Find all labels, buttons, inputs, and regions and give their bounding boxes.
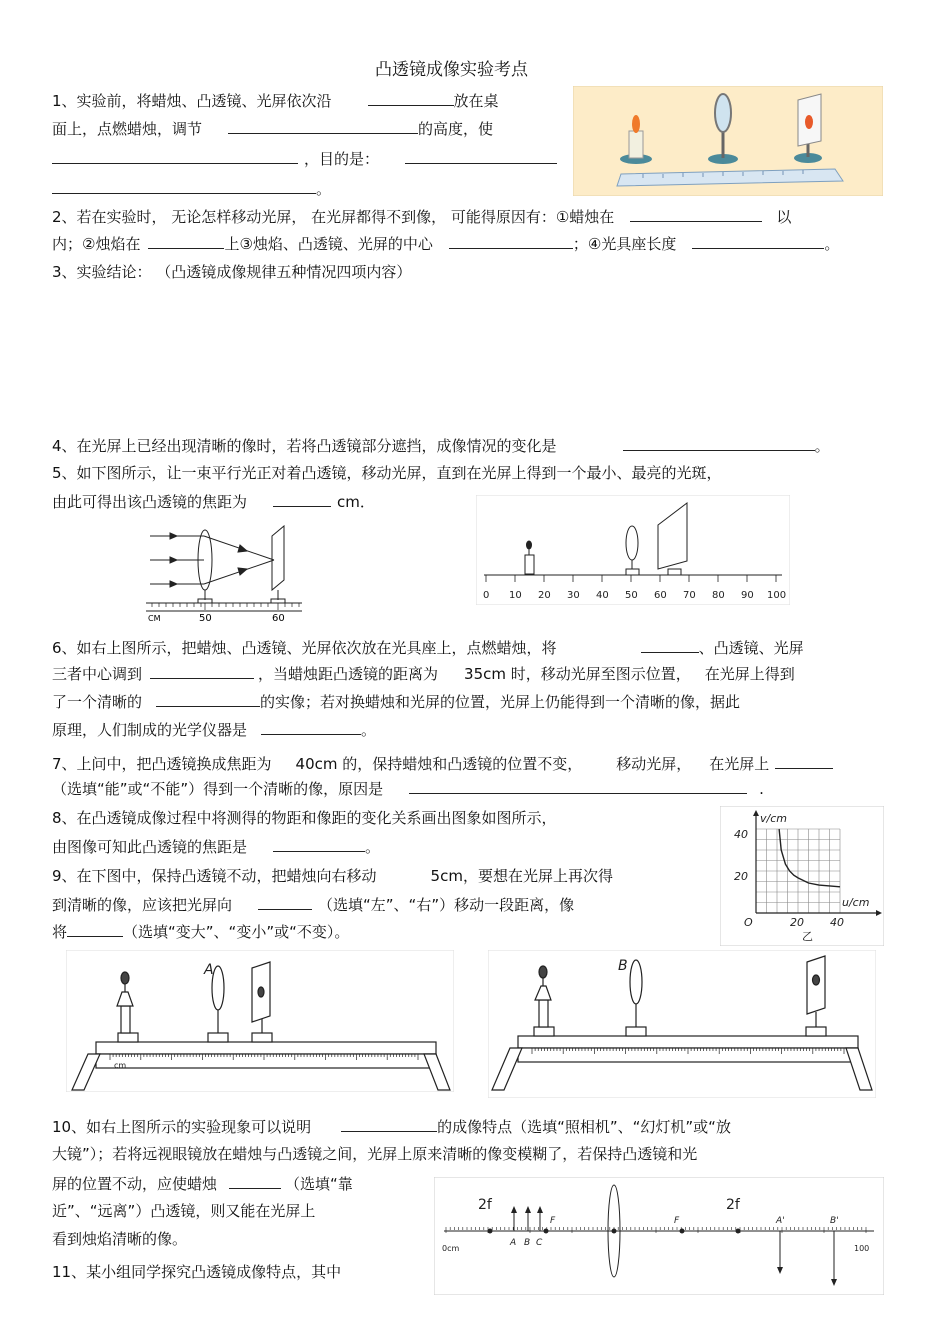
q6-line2: 三者中心调到 ，当蜡烛距凸透镜的距离为 35cm 时，移动光屏至图示位置， 在光屏上得到 — [52, 662, 795, 684]
q7-line2: （选填“能”或“不能”）得到一个清晰的像，原因是 . — [52, 777, 764, 799]
vu-x20: 20 — [790, 916, 804, 929]
q4-blank[interactable] — [623, 434, 815, 451]
q1-line3: ，目的是： — [52, 147, 557, 169]
q7-blank-can[interactable] — [775, 752, 833, 769]
bench-tick-10: 10 — [509, 590, 522, 601]
bench-tick-70: 70 — [683, 590, 696, 601]
f2-zero: 0cm — [442, 1244, 460, 1253]
bench-tick-50: 50 — [625, 590, 638, 601]
f2-point-F-left: F — [550, 1216, 556, 1226]
bench-tick-20: 20 — [538, 590, 551, 601]
vu-xlabel: u/cm — [842, 896, 870, 909]
q1-line1: 1、实验前，将蜡烛、凸透镜、光屏依次沿 放在桌 — [52, 89, 499, 111]
f2-point-B-image: B' — [830, 1216, 839, 1226]
figure-bench-a — [66, 950, 454, 1092]
q6-line3: 了一个清晰的 的实像；若对换蜡烛和光屏的位置，光屏上仍能得到一个清晰的像，据此 — [52, 690, 740, 712]
q10-blank-move[interactable] — [229, 1172, 281, 1189]
q1-blank-axis[interactable] — [368, 89, 454, 106]
f2-point-B: B — [524, 1238, 531, 1248]
q8-line2: 由图像可知此凸透镜的焦距是 。 — [52, 835, 380, 857]
q6-blank-candle[interactable] — [641, 636, 699, 653]
f2-point-A: A — [510, 1238, 517, 1248]
q6-line1: 6、如右上图所示，把蜡烛、凸透镜、光屏依次放在光具座上，点燃蜡烛，将 、凸透镜、光屏 — [52, 636, 804, 658]
vu-origin: O — [744, 916, 753, 929]
q3-text: 3、实验结论： （凸透镜成像规律五种情况四项内容） — [52, 263, 412, 281]
q1-line4: 。 — [52, 177, 331, 199]
q8-line1: 8、在凸透镜成像过程中将测得的物距和像距的变化关系画出图象如图所示， — [52, 809, 557, 827]
bench-tick-100: 100 — [767, 590, 787, 601]
f2-point-F-right: F — [674, 1216, 680, 1226]
q5-line2: 由此可得出该凸透镜的焦距为 cm． — [52, 490, 375, 512]
vu-ylabel: v/cm — [760, 812, 787, 825]
q10-line2: 大镜”）；若将远视眼镜放在蜡烛与凸透镜之间，光屏上原来清晰的像变模糊了，若保持凸透镜和光 — [52, 1145, 698, 1163]
q10-line3: 屏的位置不动，应使蜡烛 （选填“靠 — [52, 1172, 353, 1194]
q6-line4: 原理，人们制成的光学仪器是 。 — [52, 718, 376, 740]
f2-label-right: 2f — [726, 1197, 740, 1213]
vu-y40: 40 — [734, 828, 748, 841]
bench-a-label: A — [204, 962, 214, 978]
vu-x40: 40 — [830, 916, 844, 929]
q10-line5: 看到烛焰清晰的像。 — [52, 1230, 188, 1248]
bench-a-unit: cm — [114, 1061, 127, 1070]
figure-bench-b — [488, 950, 876, 1098]
q9-blank-direction[interactable] — [258, 893, 312, 910]
bench-tick-60: 60 — [654, 590, 667, 601]
vu-y20: 20 — [734, 870, 748, 883]
f2-label-left: 2f — [478, 1197, 492, 1213]
bench-tick-80: 80 — [712, 590, 725, 601]
vu-caption: 乙 — [802, 930, 813, 943]
f2-point-A-image: A' — [776, 1216, 785, 1226]
bench-tick-0: 0 — [483, 590, 490, 601]
figure-optical-bench — [476, 495, 790, 605]
q7-blank-reason[interactable] — [409, 777, 747, 794]
bench-tick-30: 30 — [567, 590, 580, 601]
q5-blank-focal[interactable] — [273, 490, 331, 507]
q9-line2: 到清晰的像，应该把光屏向 （选填“左”、“右”）移动一段距离，像 — [52, 893, 574, 915]
bench-tick-90: 90 — [741, 590, 754, 601]
q2-blank-candle[interactable] — [630, 205, 762, 222]
q10-line4: 近”、“远离”）凸透镜，则又能在光屏上 — [52, 1202, 316, 1220]
f2-hundred: 100 — [854, 1244, 870, 1253]
bench-tick-40: 40 — [596, 590, 609, 601]
f2-point-C: C — [536, 1238, 543, 1248]
q1-line2: 面上，点燃蜡烛，调节 的高度，使 — [52, 117, 493, 139]
q1-blank-purpose-2[interactable] — [52, 177, 316, 194]
page-title: 凸透镜成像实验考点 — [375, 60, 528, 80]
q6-blank-height[interactable] — [150, 662, 254, 679]
q2-line1: 2、若在实验时， 无论怎样移动光屏， 在光屏都得不到像， 可能得原因有：①蜡烛在 以 — [52, 205, 791, 227]
q5-line1: 5、如下图所示，让一束平行光正对着凸透镜，移动光屏，直到在光屏上得到一个最小、最亮的光斑， — [52, 464, 722, 482]
q8-blank-focal[interactable] — [273, 835, 365, 852]
bench-b-label: B — [618, 958, 628, 974]
q10-blank-feature[interactable] — [341, 1115, 437, 1132]
q2-blank-flame[interactable] — [148, 232, 224, 249]
focal-tick-50: 50 — [199, 613, 212, 624]
q9-line3: 将 （选填“变大”、“变小”或“不变）。 — [52, 920, 349, 942]
q1-blank-make[interactable] — [52, 147, 298, 164]
q4-line: 4、在光屏上已经出现清晰的像时，若将凸透镜部分遮挡，成像情况的变化是 。 — [52, 434, 830, 456]
q6-blank-image-type[interactable] — [156, 690, 260, 707]
figure-setup-photo — [573, 86, 883, 196]
q10-line1: 10、如右上图所示的实验现象可以说明 的成像特点（选填“照相机”、“幻灯机”或“放 — [52, 1115, 731, 1137]
figure-2f-diagram — [434, 1177, 884, 1295]
q1-blank-adjust[interactable] — [228, 117, 418, 134]
q1-blank-purpose[interactable] — [405, 147, 557, 164]
q2-blank-centers[interactable] — [449, 232, 573, 249]
focal-unit: CM — [148, 614, 161, 623]
q9-blank-size[interactable] — [67, 920, 123, 937]
focal-tick-60: 60 — [272, 613, 285, 624]
figure-focal-length — [144, 518, 304, 624]
q9-line1: 9、在下图中，保持凸透镜不动，把蜡烛向右移动 5cm，要想在光屏上再次得 — [52, 867, 613, 885]
vu-curve — [779, 829, 840, 887]
q11-line: 11、某小组同学探究凸透镜成像特点，其中 — [52, 1263, 342, 1281]
q6-blank-instrument[interactable] — [261, 718, 361, 735]
q2-line2: 内；②烛焰在 上③烛焰、凸透镜、光屏的中心 ；④光具座长度 。 — [52, 232, 839, 254]
q2-blank-length[interactable] — [692, 232, 824, 249]
figure-vu-graph — [720, 806, 884, 946]
q7-line1: 7、上问中，把凸透镜换成焦距为 40cm 的，保持蜡烛和凸透镜的位置不变， 移动光屏， 在光屏上 — [52, 752, 833, 774]
